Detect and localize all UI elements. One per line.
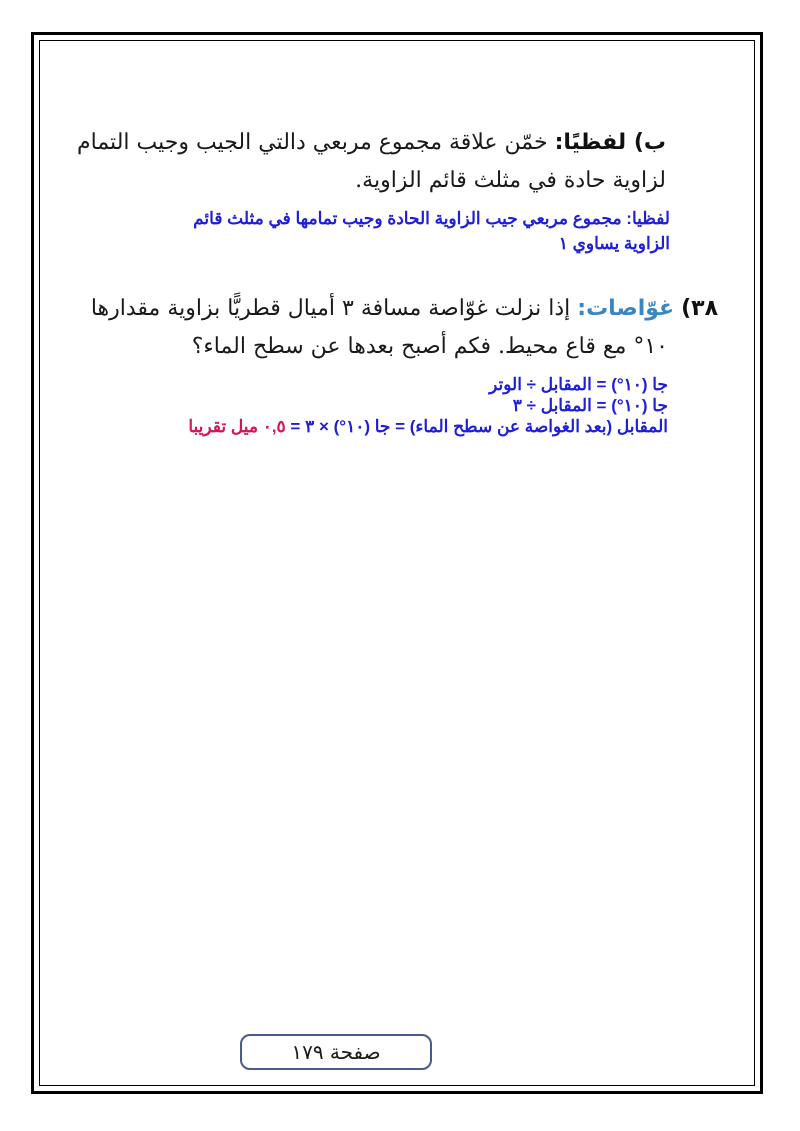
answer-38-line2: جا (١٠°) = المقابل ÷ ٣ <box>512 396 668 415</box>
q38-text-line1: إذا نزلت غوّاصة مسافة ٣ أميال قطريًّا بزاوية مقدارها <box>90 296 571 321</box>
q38-line2 <box>192 334 668 359</box>
part-b-text-line1: خمّن علاقة مجموع مربعي دالتي الجيب وجيب التمام <box>77 130 548 155</box>
part-b-question-line2 <box>355 168 666 193</box>
page-border-inner <box>39 40 755 1086</box>
answer-38-line3-blue: المقابل (بعد الغواصة عن سطح الماء) = جا (١٠°) × ٣ = <box>290 417 668 436</box>
part-b-question-line1 <box>77 130 666 155</box>
answer-b-line1: لفظيا: مجموع مربعي جيب الزاوية الحادة وجيب تمامها في مثلث قائم <box>193 209 670 228</box>
answer-b-line2: الزاوية يساوي ١ <box>558 234 670 253</box>
q38-line1 <box>91 296 718 321</box>
answer-38-line1: جا (١٠°) = المقابل ÷ الوتر <box>489 375 668 394</box>
part-b-label: ب) لفظيًا: <box>554 130 666 155</box>
part-b-text-line2: لزاوية حادة في مثلث قائم الزاوية. <box>355 168 666 193</box>
answer-38-result: ٠,٥ ميل تقريبا <box>188 417 286 436</box>
q38-number: ٣٨) <box>681 296 718 321</box>
q38-text-line2: ١٠° مع قاع محيط. فكم أصبح بعدها عن سطح الماء؟ <box>191 334 668 359</box>
page-number-badge: صفحة ١٧٩ <box>240 1034 432 1070</box>
q38-label: غوّاصات: <box>577 296 675 321</box>
answer-38-line3 <box>188 417 668 437</box>
